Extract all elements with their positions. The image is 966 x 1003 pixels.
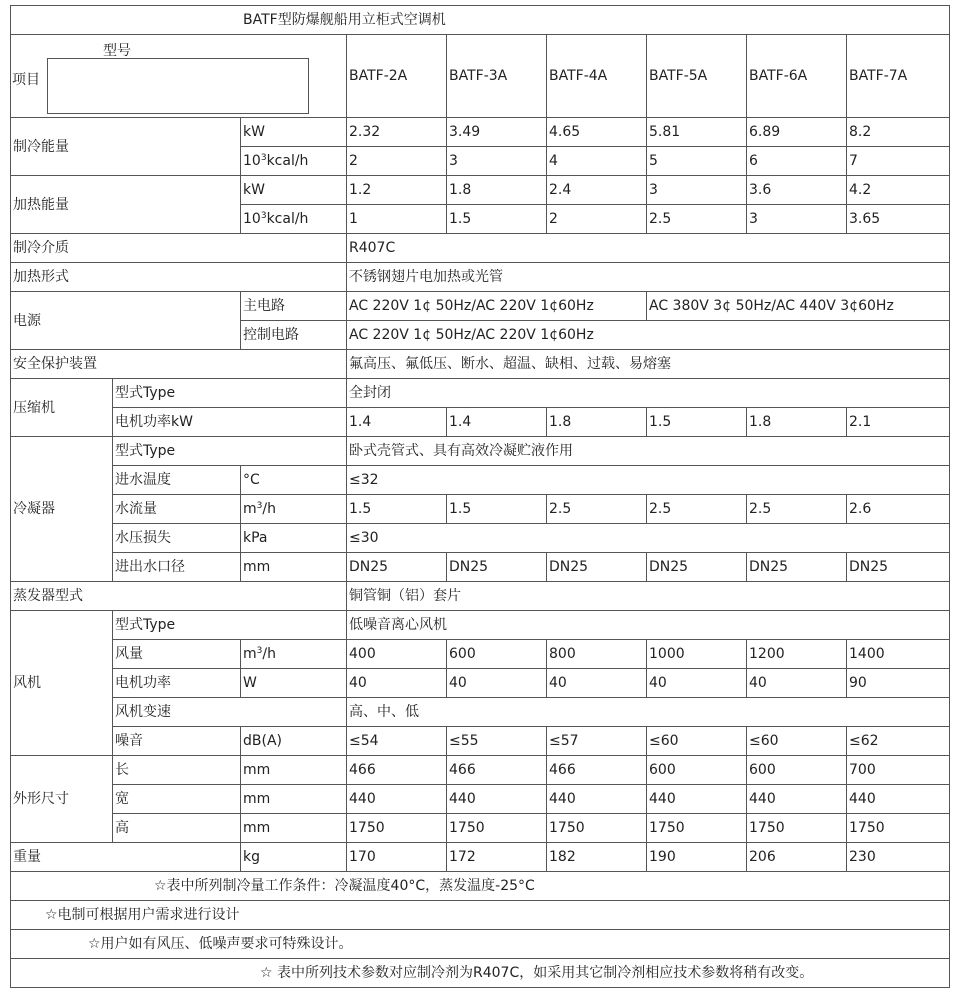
sub-label: 高 (113, 814, 241, 843)
value-cell: 3.6 (747, 176, 847, 205)
model-name: BATF-7A (847, 35, 950, 118)
sub-label: 噪音 (113, 727, 241, 756)
value-cell: ≤30 (347, 524, 950, 553)
value-cell: ≤55 (447, 727, 547, 756)
value-cell: 4.65 (547, 118, 647, 147)
value-cell: 2.5 (547, 495, 647, 524)
value-cell: 440 (747, 785, 847, 814)
footnote: ☆表中所列制冷量工作条件：冷凝温度40°C，蒸发温度-25°C (11, 872, 950, 901)
value-cell: 3 (747, 205, 847, 234)
value-cell: R407C (347, 234, 950, 263)
value-cell: ≤32 (347, 466, 950, 495)
value-cell: 2.5 (647, 205, 747, 234)
row-label: 电源 (11, 292, 241, 350)
unit-cell: W (241, 669, 347, 698)
table-row (11, 379, 950, 408)
sub-label: 水压损失 (113, 524, 241, 553)
value-cell: 4 (547, 147, 647, 176)
value-cell: ≤60 (647, 727, 747, 756)
unit-cell: kPa (241, 524, 347, 553)
row-label: 安全保护装置 (11, 350, 347, 379)
unit-cell: dB(A) (241, 727, 347, 756)
footnote: ☆电制可根据用户需求进行设计 (11, 901, 950, 930)
header-box (47, 58, 309, 114)
table-row (11, 814, 950, 843)
footnote: ☆用户如有风压、低噪声要求可特殊设计。 (11, 930, 950, 959)
unit-cell: °C (241, 466, 347, 495)
note-row (11, 872, 950, 901)
value-cell: 铜管铜（铝）套片 (347, 582, 950, 611)
value-cell: DN25 (547, 553, 647, 582)
table-row (11, 553, 950, 582)
value-cell: AC 220V 1¢ 50Hz/AC 220V 1¢60Hz (347, 321, 950, 350)
unit-cell: mm (241, 756, 347, 785)
value-cell: 2.5 (647, 495, 747, 524)
value-cell: 40 (747, 669, 847, 698)
value-cell: 600 (747, 756, 847, 785)
sub-label: 水流量 (113, 495, 241, 524)
note-row (11, 959, 950, 988)
value-cell: 低噪音离心风机 (347, 611, 950, 640)
unit-cell: $m^3/h$ (241, 495, 347, 524)
model-name: BATF-6A (747, 35, 847, 118)
unit-cell: kg (241, 843, 347, 872)
value-cell: 1.2 (347, 176, 447, 205)
row-label: 制冷介质 (11, 234, 347, 263)
table-row (11, 698, 950, 727)
value-cell: 全封闭 (347, 379, 950, 408)
table-row (11, 437, 950, 466)
value-cell: 6.89 (747, 118, 847, 147)
value-cell: 1 (347, 205, 447, 234)
table-row (11, 408, 950, 437)
value-cell: 800 (547, 640, 647, 669)
value-cell: 4.2 (847, 176, 950, 205)
table-row (11, 524, 950, 553)
row-label: 重量 (11, 843, 241, 872)
unit-cell: mm (241, 553, 347, 582)
sub-label: 风机变速 (113, 698, 347, 727)
value-cell: 5 (647, 147, 747, 176)
value-cell: 440 (347, 785, 447, 814)
value-cell: 40 (547, 669, 647, 698)
value-cell: 90 (847, 669, 950, 698)
footnote: ☆ 表中所列技术参数对应制冷剂为R407C，如采用其它制冷剂相应技术参数将稍有改变。 (11, 959, 950, 988)
header-diagonal-cell (11, 35, 347, 118)
value-cell: 190 (647, 843, 747, 872)
value-cell: DN25 (847, 553, 950, 582)
value-cell: 1.5 (447, 205, 547, 234)
spec-sheet (10, 5, 949, 996)
value-cell: 8.2 (847, 118, 950, 147)
row-label: 压缩机 (11, 379, 113, 437)
value-cell: 440 (447, 785, 547, 814)
unit-cell: $10^3kcal/h$ (241, 147, 347, 176)
value-cell: 1.4 (447, 408, 547, 437)
table-row (11, 234, 950, 263)
value-cell: 206 (747, 843, 847, 872)
spec-table (10, 5, 950, 988)
value-cell: 1000 (647, 640, 747, 669)
value-cell: 230 (847, 843, 950, 872)
row-label: 加热形式 (11, 263, 347, 292)
value-cell: 2.32 (347, 118, 447, 147)
value-cell: 2 (547, 205, 647, 234)
value-cell: 2.6 (847, 495, 950, 524)
value-cell: 3.49 (447, 118, 547, 147)
header-row (11, 35, 950, 118)
unit-cell: $10^3kcal/h$ (241, 205, 347, 234)
row-label: 蒸发器型式 (11, 582, 347, 611)
value-cell: DN25 (647, 553, 747, 582)
value-cell: 3.65 (847, 205, 950, 234)
value-cell: 40 (347, 669, 447, 698)
value-cell: 440 (647, 785, 747, 814)
value-cell: 高、中、低 (347, 698, 950, 727)
value-cell: 466 (547, 756, 647, 785)
title-row (11, 6, 950, 35)
value-cell: ≤54 (347, 727, 447, 756)
sub-label: 风量 (113, 640, 241, 669)
unit-cell: kW (241, 176, 347, 205)
value-cell: 1750 (647, 814, 747, 843)
value-cell: 600 (647, 756, 747, 785)
value-cell: 氟高压、氟低压、断水、超温、缺相、过载、易熔塞 (347, 350, 950, 379)
table-row (11, 582, 950, 611)
value-cell: 440 (547, 785, 647, 814)
table-row (11, 640, 950, 669)
value-cell: DN25 (747, 553, 847, 582)
sub-label: 进出水口径 (113, 553, 241, 582)
value-cell: 1400 (847, 640, 950, 669)
value-cell: 400 (347, 640, 447, 669)
value-cell: ≤60 (747, 727, 847, 756)
model-label: 型号 (103, 43, 131, 59)
value-cell: 170 (347, 843, 447, 872)
sub-label: 型式Type (113, 437, 347, 466)
table-row (11, 350, 950, 379)
value-cell: 不锈钢翅片电加热或光管 (347, 263, 950, 292)
table-row (11, 292, 950, 321)
row-label: 外形尺寸 (11, 756, 113, 843)
value-cell: 182 (547, 843, 647, 872)
value-cell: 700 (847, 756, 950, 785)
table-row (11, 176, 950, 205)
note-row (11, 930, 950, 959)
value-cell: 1.5 (447, 495, 547, 524)
value-cell: 1.5 (647, 408, 747, 437)
table-row (11, 727, 950, 756)
value-cell: 5.81 (647, 118, 747, 147)
value-cell: 600 (447, 640, 547, 669)
value-cell: 1750 (347, 814, 447, 843)
value-cell: 1750 (747, 814, 847, 843)
table-row (11, 495, 950, 524)
value-cell: 卧式壳管式、具有高效冷凝贮液作用 (347, 437, 950, 466)
value-cell: 2.4 (547, 176, 647, 205)
table-row (11, 263, 950, 292)
value-cell: 1750 (447, 814, 547, 843)
sub-label: 控制电路 (241, 321, 347, 350)
value-cell: 1.8 (447, 176, 547, 205)
value-cell: 2.5 (747, 495, 847, 524)
value-cell: AC 220V 1¢ 50Hz/AC 220V 1¢60Hz (347, 292, 647, 321)
value-cell: AC 380V 3¢ 50Hz/AC 440V 3¢60Hz (647, 292, 950, 321)
value-cell: 7 (847, 147, 950, 176)
value-cell: 6 (747, 147, 847, 176)
model-name: BATF-3A (447, 35, 547, 118)
sub-label: 主电路 (241, 292, 347, 321)
model-name: BATF-2A (347, 35, 447, 118)
row-label: 加热能量 (11, 176, 241, 234)
value-cell: 1.8 (747, 408, 847, 437)
value-cell: 2.1 (847, 408, 950, 437)
sub-label: 宽 (113, 785, 241, 814)
model-name: BATF-5A (647, 35, 747, 118)
value-cell: ≤62 (847, 727, 950, 756)
value-cell: 40 (647, 669, 747, 698)
unit-cell: mm (241, 785, 347, 814)
table-row (11, 756, 950, 785)
value-cell: 172 (447, 843, 547, 872)
value-cell: 3 (447, 147, 547, 176)
row-label: 制冷能量 (11, 118, 241, 176)
sub-label: 电机功率 (113, 669, 241, 698)
value-cell: 3 (647, 176, 747, 205)
value-cell: DN25 (447, 553, 547, 582)
value-cell: 1.5 (347, 495, 447, 524)
unit-cell: kW (241, 118, 347, 147)
row-label: 冷凝器 (11, 437, 113, 582)
table-row (11, 466, 950, 495)
sub-label: 型式Type (113, 379, 347, 408)
table-title: BATF型防爆舰船用立柜式空调机 (11, 6, 950, 35)
note-row (11, 901, 950, 930)
value-cell: ≤57 (547, 727, 647, 756)
sub-label: 长 (113, 756, 241, 785)
value-cell: 1200 (747, 640, 847, 669)
sub-label: 进水温度 (113, 466, 241, 495)
value-cell: 1.8 (547, 408, 647, 437)
table-row (11, 843, 950, 872)
table-row (11, 669, 950, 698)
table-row (11, 118, 950, 147)
value-cell: 2 (347, 147, 447, 176)
unit-cell: mm (241, 814, 347, 843)
value-cell: 1750 (547, 814, 647, 843)
value-cell: 1.4 (347, 408, 447, 437)
sub-label: 型式Type (113, 611, 347, 640)
table-row (11, 785, 950, 814)
value-cell: 1750 (847, 814, 950, 843)
value-cell: 466 (447, 756, 547, 785)
sub-label: 电机功率kW (113, 408, 347, 437)
value-cell: DN25 (347, 553, 447, 582)
value-cell: 440 (847, 785, 950, 814)
item-label: 项目 (12, 72, 40, 88)
value-cell: 466 (347, 756, 447, 785)
table-row (11, 611, 950, 640)
unit-cell: $m^3/h$ (241, 640, 347, 669)
row-label: 风机 (11, 611, 113, 756)
model-name: BATF-4A (547, 35, 647, 118)
value-cell: 40 (447, 669, 547, 698)
